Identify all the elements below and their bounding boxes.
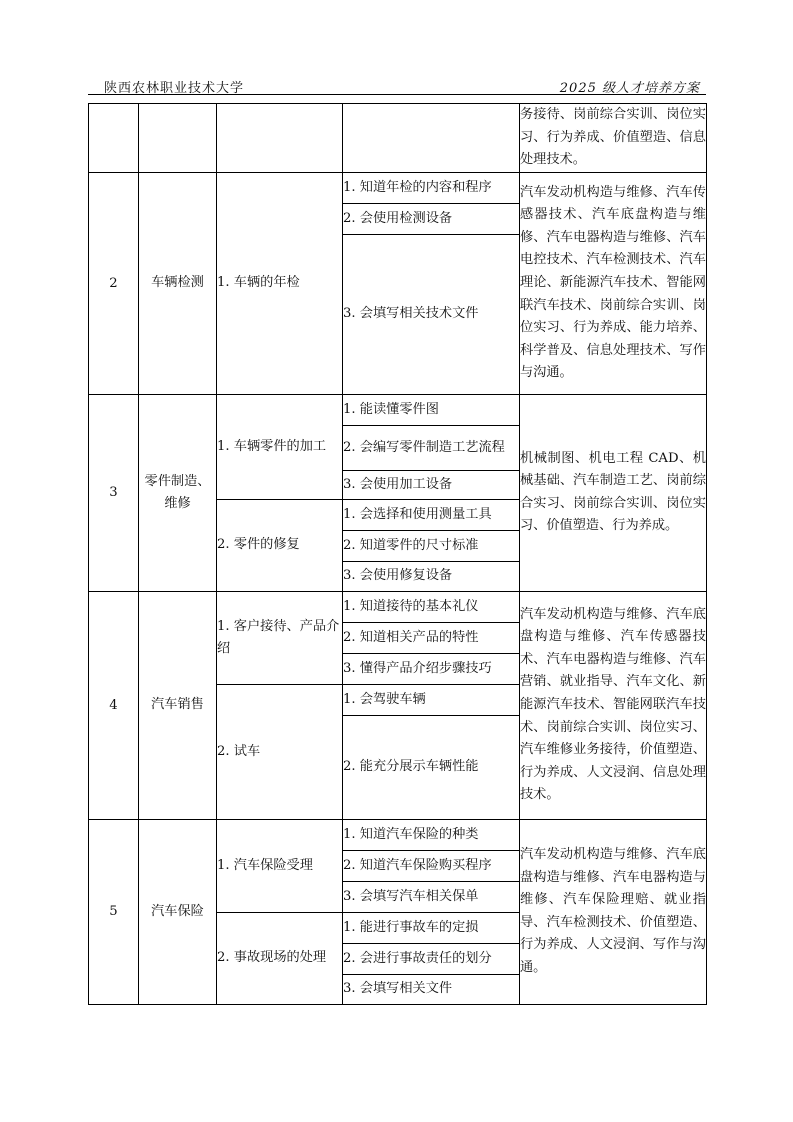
cell-task [217,104,343,173]
cell-skill: 2. 知道汽车保险购买程序 [343,850,520,881]
cell-task: 2. 试车 [217,684,343,819]
cell-skill [343,104,520,173]
cell-num: 2 [89,172,139,394]
cell-task: 1. 车辆的年检 [217,172,343,394]
cell-task: 1. 汽车保险受理 [217,819,343,912]
cell-skill: 2. 会进行事故责任的划分 [343,943,520,974]
cell-task: 2. 事故现场的处理 [217,912,343,1004]
cell-course: 机械制图、机电工程 CAD、机械基础、汽车制造工艺、岗前综合实习、岗前综合实训、岗位实习、价值塑造、行为养成。 [520,394,707,591]
cell-skill: 3. 会使用修复设备 [343,561,520,591]
cell-name [139,104,217,173]
cell-skill: 1. 会选择和使用测量工具 [343,499,520,530]
cell-name: 汽车销售 [139,591,217,819]
header-rule [88,94,706,95]
cell-skill: 2. 能充分展示车辆性能 [343,715,520,819]
table-row-continuation [89,104,707,173]
cell-skill: 1. 会驾驶车辆 [343,684,520,715]
cell-skill: 1. 知道汽车保险的种类 [343,819,520,850]
cell-course: 汽车发动机构造与维修、汽车底盘构造与维修、汽车传感器技术、汽车电器构造与维修、汽车营销、就业指导、汽车文化、新能源汽车技术、智能网联汽车技术、岗前综合实训、岗位实习、汽车维修业务接待，价值塑造、行为养成、人文浸润、信息处理技术。 [520,591,707,819]
cell-name: 汽车保险 [139,819,217,1004]
cell-course: 务接待、岗前综合实训、岗位实习、行为养成、价值塑造、信息处理技术。 [520,104,707,173]
cell-skill: 2. 知道零件的尺寸标准 [343,530,520,561]
cell-skill: 2. 会编写零件制造工艺流程 [343,425,520,470]
table-row-3 [89,394,707,425]
cell-num [89,104,139,173]
cell-skill: 1. 知道接待的基本礼仪 [343,591,520,622]
curriculum-table [88,103,707,1005]
header-school-name: 陕西农林职业技术大学 [104,81,245,96]
header-doc-title: 2025 级人才培养方案 [559,81,700,96]
cell-skill: 2. 知道相关产品的特性 [343,622,520,653]
cell-skill: 3. 会使用加工设备 [343,470,520,499]
cell-skill: 3. 懂得产品介绍步骤技巧 [343,653,520,684]
cell-skill: 3. 会填写相关技术文件 [343,234,520,394]
cell-course: 汽车发动机构造与维修、汽车传感器技术、汽车底盘构造与维修、汽车电器构造与维修、汽车电控技术、汽车检测技术、汽车理论、新能源汽车技术、智能网联汽车技术、岗前综合实训、岗位实习、行为养成、能力培养、科学普及、信息处理技术、写作与沟通。 [520,172,707,394]
cell-skill: 3. 会填写相关文件 [343,974,520,1004]
cell-task: 1. 车辆零件的加工 [217,394,343,499]
table-row-2 [89,172,707,203]
cell-skill: 2. 会使用检测设备 [343,203,520,234]
cell-skill: 3. 会填写汽车相关保单 [343,881,520,912]
cell-skill: 1. 知道年检的内容和程序 [343,172,520,203]
cell-num: 5 [89,819,139,1004]
cell-skill: 1. 能读懂零件图 [343,394,520,425]
cell-course: 汽车发动机构造与维修、汽车底盘构造与维修、汽车电器构造与维修、汽车保险理赔、就业指导、汽车检测技术、价值塑造、行为养成、人文浸润、写作与沟通。 [520,819,707,1004]
cell-skill: 1. 能进行事故车的定损 [343,912,520,943]
cell-num: 4 [89,591,139,819]
table-row-5 [89,819,707,850]
cell-num: 3 [89,394,139,591]
page-header [88,74,706,94]
cell-name: 车辆检测 [139,172,217,394]
cell-task: 2. 零件的修复 [217,499,343,591]
cell-task: 1. 客户接待、产品介绍 [217,591,343,684]
cell-name: 零件制造、维修 [139,394,217,591]
table-row-4 [89,591,707,622]
